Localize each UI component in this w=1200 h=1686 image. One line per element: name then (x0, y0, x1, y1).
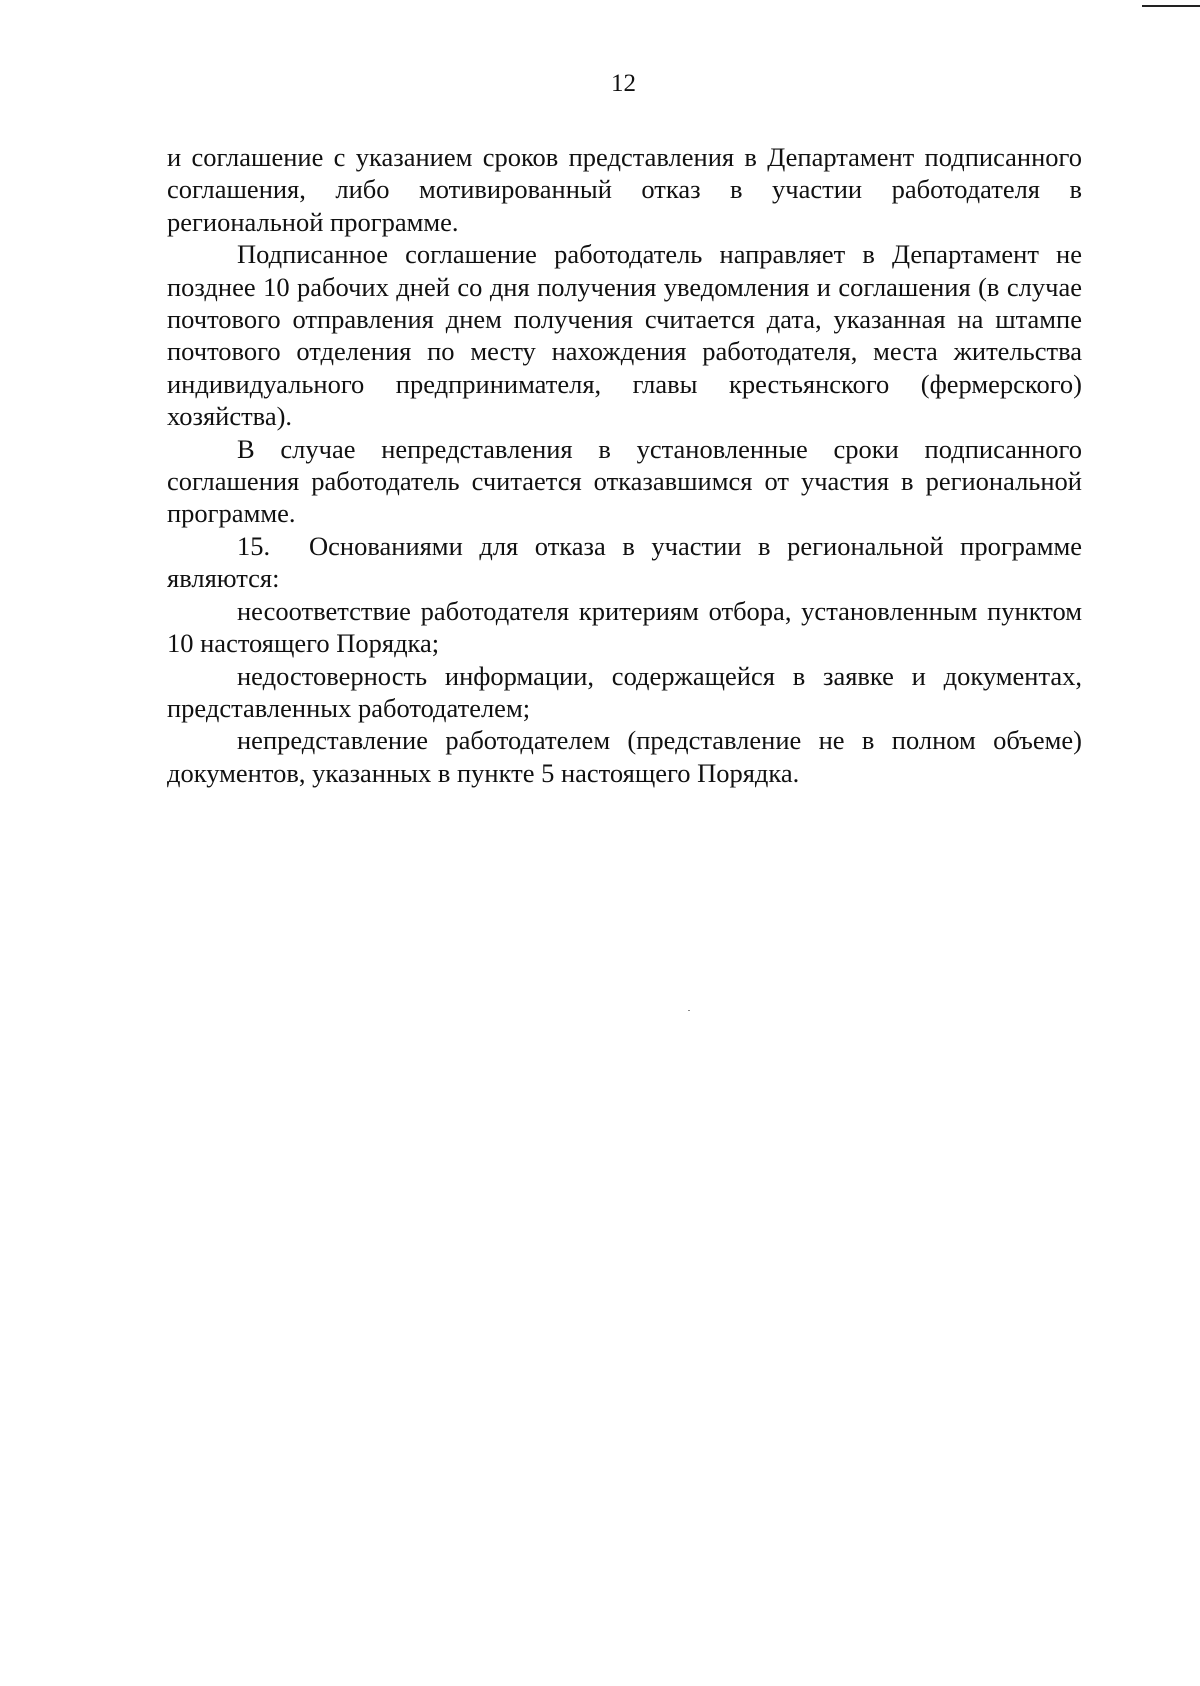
paragraph-ground-criteria: несоответствие работодателя критериям отбора, установленным пунктом 10 настоящего Порядка; (167, 595, 1082, 659)
page-number: 12 (611, 70, 636, 97)
paragraph-ground-unreliable-info: недостоверность информации, содержащейся в заявке и документах, представленных работодателем; (167, 660, 1082, 723)
paragraph-signed-agreement: Подписанное соглашение работодатель направляет в Департамент не позднее 10 рабочих дней со дня получения уведомления и соглашения (в случае почтового отправления днем получения считается дата, указанная на штампе почтового отделения по месту нахождения работодателя, места жительства индивидуального предпринимателя, главы крестьянского (фермерского) хозяйства). (167, 239, 1082, 432)
scan-edge-line (1142, 5, 1200, 7)
paragraph-non-submission: В случае непредставления в установленные сроки подписанного соглашения работодатель считается отказавшимся от участия в региональной программе. (167, 433, 1082, 529)
paragraph-ground-missing-documents: непредставление работодателем (представление не в полном объеме) документов, указанных в пункте 5 настоящего Порядка. (167, 725, 1082, 788)
item-number: 15. (237, 530, 271, 561)
paragraph-item-15 (167, 530, 1082, 595)
scan-speck (688, 1010, 690, 1011)
document-body (167, 141, 1082, 789)
paragraph-continuation: и соглашение с указанием сроков представления в Департамент подписанного соглашения, либо мотивированный отказ в участии работодателя в региональной программе. (167, 142, 1082, 237)
item-15-text: Основаниями для отказа в участии в региональной программе являются: (167, 530, 1082, 594)
